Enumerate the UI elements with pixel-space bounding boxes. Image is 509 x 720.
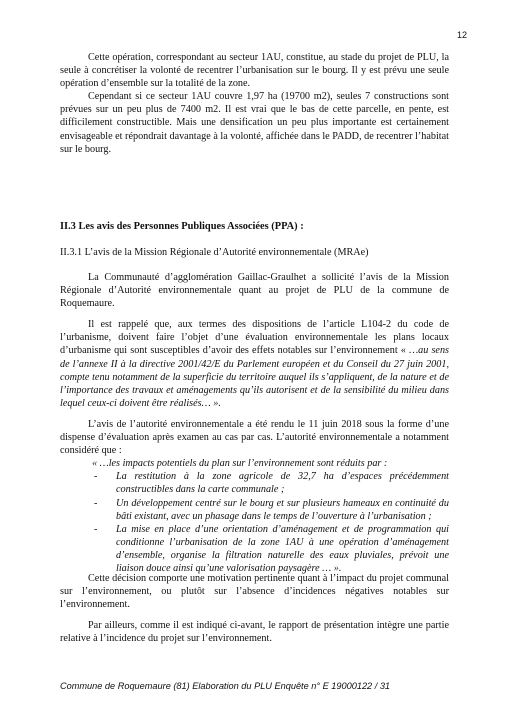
conclusion-paragraph-1: Cette décision comporte une motivation pertinente quant à l’impact du projet communal sur l’environnement, ou plutôt sur l’absence d’incidences négatives notables sur l’environnement.	[60, 573, 449, 611]
conclusion-paragraph-2: Par ailleurs, comme il est indiqué ci-avant, le rapport de présentation intègre une partie relative à l’incidence du projet sur l’environnement.	[60, 620, 449, 645]
page-number: 12	[456, 30, 467, 40]
conclusion-block	[60, 572, 449, 645]
list-item: - La restitution à la zone agricole de 32,7 ha d’espaces précédemment constructibles dans la carte communale ;	[92, 470, 449, 496]
intro-paragraph-1: Cette opération, correspondant au secteur 1AU, constitue, au stade du projet de PLU, la seule à concrétiser la volonté de recentrer l’urbanisation sur le bourg. Il y est prévu une seule opération d’ensemble sur la totalité de la zone.	[60, 52, 449, 90]
impact-list	[60, 470, 449, 575]
page-footer: Commune de Roquemaure (81) Elaboration du PLU Enquête n° E 19000122 / 31	[60, 681, 391, 691]
section-heading: II.3 Les avis des Personnes Publiques Associées (PPA) :	[60, 221, 304, 232]
mrae-paragraph-1: La Communauté d’agglomération Gaillac-Graulhet a sollicité l’avis de la Mission Régionale d’Autorité environnementale quant au projet de PLU de la commune de Roquemaure.	[60, 272, 449, 310]
list-item: - Un développement centré sur le bourg et sur plusieurs hameaux en continuité du bâti existant, avec un phasage dans le temps de l’ouverture à l’urbanisation ;	[92, 497, 449, 523]
mrae-block	[60, 271, 449, 575]
mrae-paragraph-3: L’avis de l’autorité environnementale a été rendu le 11 juin 2018 sous la forme d’une dispense d’évaluation après examen au cas par cas. L’autorité environnementale a notamment considéré que :	[60, 418, 449, 457]
list-item: - La mise en place d’une orientation d’aménagement et de programmation qui conditionne l’urbanisation de la zone 1AU à une opération d’aménagement d’ensemble, organise la filtration naturelle des eaux pluviales, prévoit une liaison douce ainsi qu’une valorisation paysagère … ».	[92, 523, 449, 575]
intro-block	[60, 51, 449, 156]
mrae-paragraph-2	[60, 318, 449, 410]
intro-paragraph-2: Cependant si ce secteur 1AU couvre 1,97 ha (19700 m2), seules 7 constructions sont prévues sur un peu plus de 7400 m2. Il est vrai que le bas de cette parcelle, en pente, est difficilement constructible. Mais une densification un peu plus importante est certainement envisageable et répondrait davantage à la volonté, affichée dans le PADD, de recentrer l’habitat sur le bourg.	[60, 91, 449, 155]
quote-intro: « …les impacts potentiels du plan sur l’environnement sont réduits par :	[92, 458, 388, 470]
subsection-heading: II.3.1 L’avis de la Mission Régionale d’Autorité environnementale (MRAe)	[60, 247, 369, 258]
directive-quote: …au sens de l’annexe II à la directive 2001/42/E du Parlement européen et du Conseil du 27 juin 2001, compte tenu notamment de la superficie du territoire auquel ils s’appliquent, de la nature et de l’importance des travaux et aménagements qu’ils autorisent et de la sensibilité du milieu dans lequel ceux-ci doivent être réalisés… ».	[60, 345, 450, 409]
mrae-paragraph-2-text: Il est rappelé que, aux termes des dispositions de l’article L104-2 du code de l’urbanisme, doivent faire l’objet d’une évaluation environnementale les plans locaux d’urbanisme qui sont susceptibles d’avoir des effets notables sur l’environnement «	[60, 319, 449, 357]
